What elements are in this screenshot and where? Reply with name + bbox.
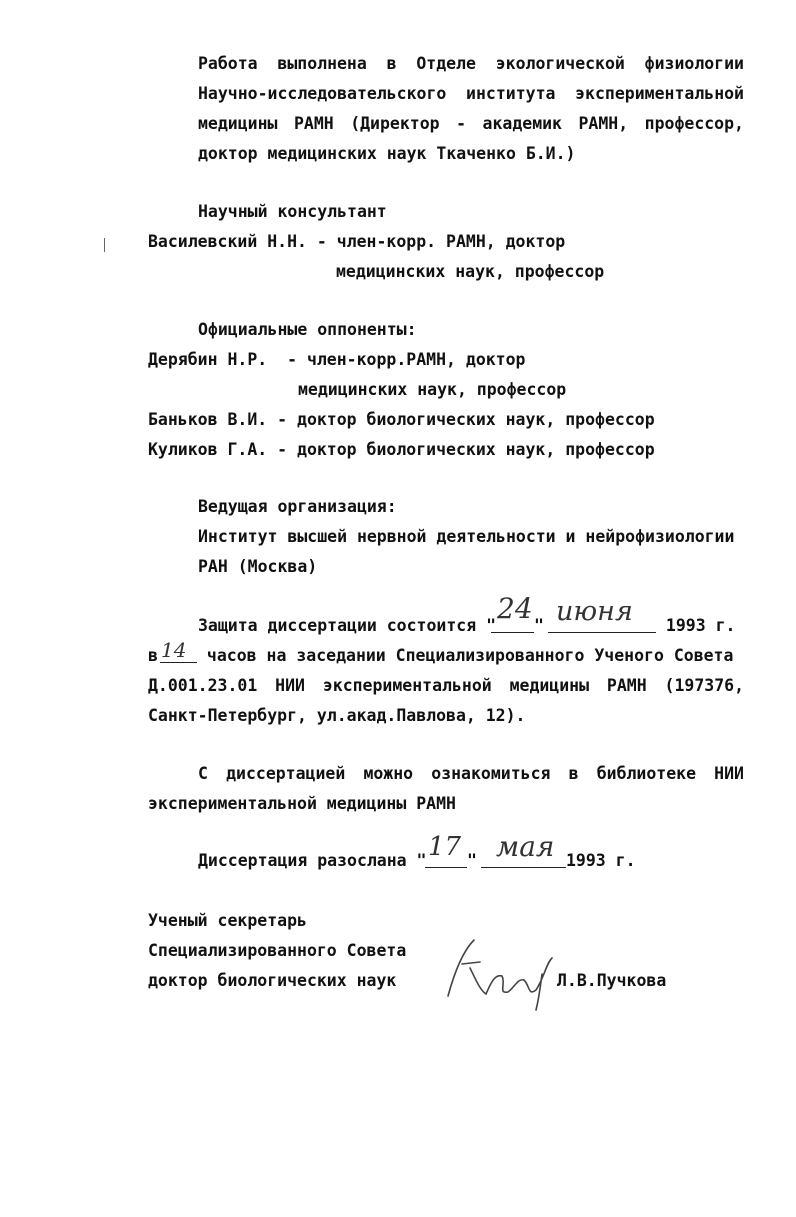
defense-year: 1993 г. xyxy=(656,616,736,635)
dispatch-day-blank xyxy=(425,867,467,868)
opponent-line: Дерябин Н.Р. - член-корр.РАМН, доктор xyxy=(148,350,526,369)
lead-org-name: Институт высшей нервной деятельности и нейрофизиологии xyxy=(198,527,735,546)
secretary-title: Ученый секретарь xyxy=(148,911,307,930)
defense-day-handwritten: 24 xyxy=(497,592,533,625)
intro-line: медицины РАМН (Директор - академик РАМН, профессор, xyxy=(198,114,744,133)
secretary-name: Л.В.Пучкова xyxy=(557,971,667,990)
opponent-line: Баньков В.И. - доктор биологических наук, профессор xyxy=(148,410,655,429)
defense-address: Санкт-Петербург, ул.акад.Павлова, 12). xyxy=(148,706,526,725)
defense-line-in: в xyxy=(148,646,158,665)
library-line: экспериментальной медицины РАМН xyxy=(148,794,456,813)
defense-council-code: Д.001.23.01 НИИ экспериментальной медицины РАМН (197376, xyxy=(148,676,744,695)
secretary-council: Специализированного Совета xyxy=(148,941,407,960)
defense-month-handwritten: июня xyxy=(556,596,633,627)
defense-hour-blank xyxy=(160,662,197,663)
opponent-line: Куликов Г.А. - доктор биологических наук, профессор xyxy=(148,440,655,459)
signature-scribble xyxy=(440,934,570,1014)
dispatch-start: Диссертация разослана " xyxy=(198,851,427,870)
opponent-line: медицинских наук, профессор xyxy=(298,380,567,399)
consultant-heading: Научный консультант xyxy=(198,202,387,221)
library-line: С диссертацией можно ознакомиться в библиотеке НИИ xyxy=(198,764,744,783)
dispatch-day-handwritten: 17 xyxy=(428,832,462,862)
defense-hour-handwritten: 14 xyxy=(161,638,187,662)
intro-line: Научно-исследовательского института экспериментальной xyxy=(198,84,744,103)
defense-day-blank xyxy=(491,632,534,633)
secretary-degree: доктор биологических наук xyxy=(148,971,397,990)
consultant-name: Василевский Н.Н. - член-корр. РАМН, доктор xyxy=(148,232,566,251)
margin-mark xyxy=(104,238,105,252)
lead-org-city: РАН (Москва) xyxy=(198,557,318,576)
defense-quote-close: " xyxy=(534,616,554,635)
defense-council: часов на заседании Специализированного Ученого Совета xyxy=(197,646,734,665)
intro-line: доктор медицинских наук Ткаченко Б.И.) xyxy=(198,144,576,163)
consultant-degree: медицинских наук, профессор xyxy=(336,262,605,281)
dispatch-month-handwritten: мая xyxy=(496,830,555,863)
defense-line-start: Защита диссертации состоится " xyxy=(198,616,497,635)
dispatch-year: 1993 г. xyxy=(566,851,636,870)
intro-line: Работа выполнена в Отделе экологической физиологии xyxy=(198,54,744,73)
opponents-heading: Официальные оппоненты: xyxy=(198,320,417,339)
dispatch-quote-close: " xyxy=(467,851,487,870)
lead-org-heading: Ведущая организация: xyxy=(198,497,397,516)
defense-month-blank xyxy=(548,632,656,633)
dispatch-month-blank xyxy=(481,867,566,868)
